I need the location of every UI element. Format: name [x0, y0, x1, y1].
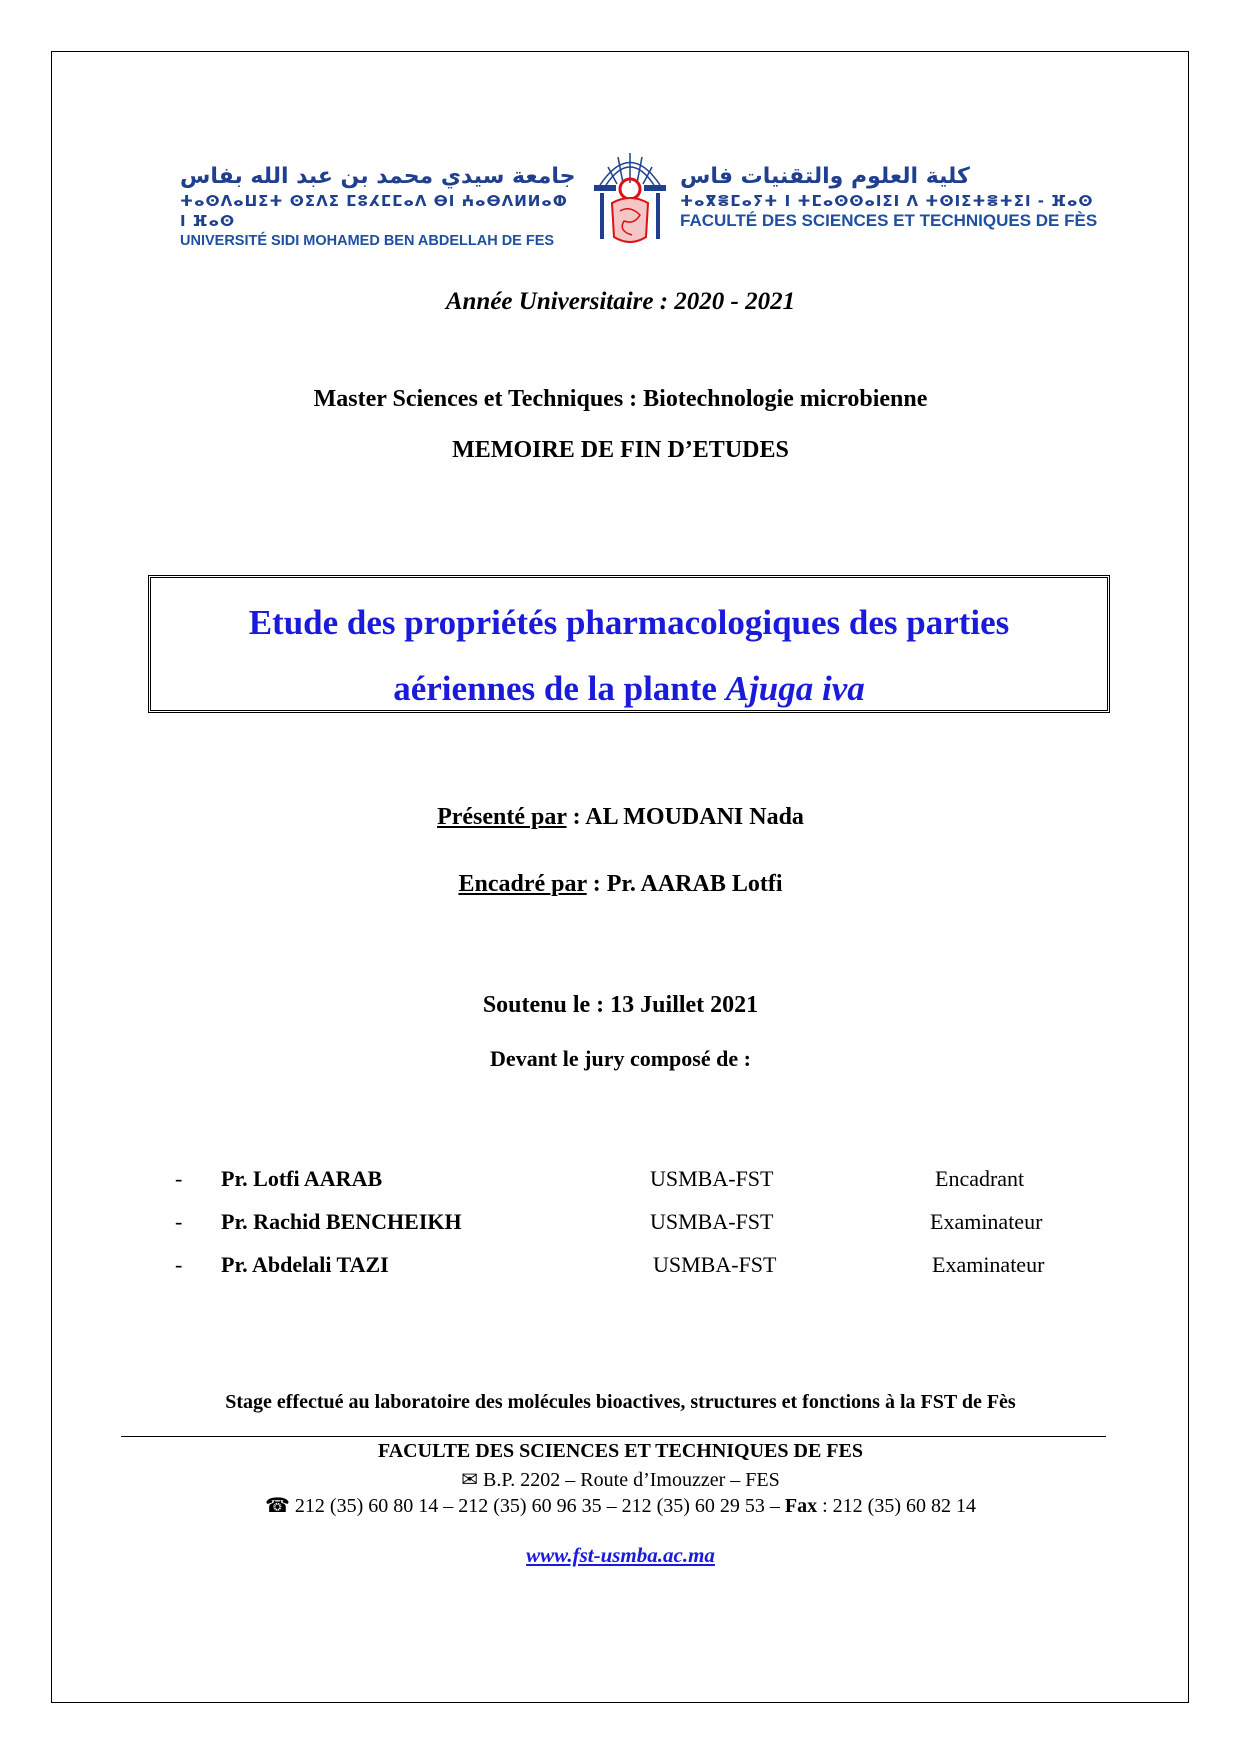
- thesis-title-line-1: Etude des propriétés pharmacologiques des parties: [248, 603, 1010, 642]
- faculty-name-tifinagh: ⵜⴰⴳⴻⵎⴰⵢⵜ ⵏ ⵜⵎⴰⵙⵙⴰⵏⵉⵏ ⴷ ⵜⵙⵏⵉⵜⴻⵜⵉⵏ - ⴼⴰⵙ: [680, 192, 1094, 210]
- phone-numbers: 212 (35) 60 80 14 – 212 (35) 60 96 35 – 212 (35) 60 29 53 –: [294, 1495, 785, 1517]
- jury-member-name: Pr. Rachid BENCHEIKH: [221, 1209, 462, 1234]
- jury-member-name: Pr. Lotfi AARAB: [221, 1166, 383, 1191]
- footer-phones: [0, 1493, 1241, 1518]
- defense-date: Soutenu le : 13 Juillet 2021: [482, 992, 759, 1018]
- university-name-arabic: جامعة سيدي محمد بن عبد الله بفاس: [180, 164, 576, 189]
- program-title: Master Sciences et Techniques : Biotechnologie microbienne: [313, 386, 928, 412]
- jury-row: [175, 1252, 1095, 1282]
- jury-member-institution: USMBA-FST: [650, 1209, 774, 1234]
- jury-row: [175, 1166, 1095, 1196]
- jury-intro: Devant le jury composé de :: [490, 1046, 751, 1071]
- jury-member-role: Examinateur: [930, 1209, 1043, 1234]
- list-bullet: -: [175, 1209, 183, 1234]
- jury-member-institution: USMBA-FST: [653, 1252, 777, 1277]
- jury-row: [175, 1209, 1095, 1239]
- author-name: AL MOUDANI Nada: [585, 804, 804, 830]
- faculty-logo: [680, 163, 1100, 231]
- supervisor-name: Pr. AARAB Lotfi: [606, 871, 783, 897]
- website-link[interactable]: www.fst-usmba.ac.ma: [526, 1543, 715, 1567]
- university-name-latin: UNIVERSITÉ SIDI MOHAMED BEN ABDELLAH DE FES: [180, 233, 555, 249]
- jury-member-institution: USMBA-FST: [650, 1166, 774, 1191]
- faculty-name-arabic: كلية العلوم والتقنيات فاس: [680, 164, 970, 189]
- fax-number: : 212 (35) 60 82 14: [817, 1495, 976, 1517]
- presented-by-separator: :: [566, 804, 586, 830]
- university-logo: [180, 163, 580, 251]
- plant-species-name: Ajuga iva: [725, 669, 865, 708]
- thesis-title-line-2-text: aériennes de la plante: [393, 669, 726, 708]
- footer-website: [0, 1543, 1241, 1568]
- presented-by: [0, 804, 1241, 831]
- internship-note: Stage effectué au laboratoire des molécules bioactives, structures et fonctions à la FST de Fès: [225, 1391, 1016, 1413]
- document-type: MEMOIRE DE FIN D’ETUDES: [452, 437, 789, 463]
- supervised-by-label: Encadré par: [458, 871, 587, 897]
- faculty-name-latin: FACULTÉ DES SCIENCES ET TECHNIQUES DE FÈS: [680, 211, 1098, 230]
- list-bullet: -: [175, 1252, 183, 1277]
- footer-address: [0, 1467, 1241, 1492]
- thesis-title-box: [148, 575, 1110, 713]
- fax-label: Fax: [784, 1495, 818, 1517]
- jury-member-name: Pr. Abdelali TAZI: [221, 1252, 389, 1277]
- address-text: B.P. 2202 – Route d’Imouzzer – FES: [483, 1469, 780, 1491]
- list-bullet: -: [175, 1166, 183, 1191]
- footer-faculty-name: FACULTE DES SCIENCES ET TECHNIQUES DE FES: [378, 1440, 863, 1462]
- phone-icon: ☎: [265, 1495, 290, 1517]
- jury-member-role: Encadrant: [935, 1166, 1025, 1191]
- supervised-by: [0, 871, 1241, 898]
- academic-year: Année Universitaire : 2020 - 2021: [445, 288, 796, 315]
- university-name-tifinagh: ⵜⴰⵙⴷⴰⵡⵉⵜ ⵙⵉⴷⵉ ⵎⵓⵃⵎⵎⴰⴷ ⴱⵏ ⵄⴰⴱⴷⵍⵍⴰⵀ ⵏ ⴼⴰⵙ: [180, 192, 568, 230]
- thesis-title-line-2: [151, 656, 1107, 722]
- presented-by-label: Présenté par: [437, 804, 567, 830]
- university-crest-icon: [590, 145, 670, 247]
- mail-icon: ✉: [461, 1469, 479, 1491]
- footer-divider: [121, 1436, 1106, 1437]
- supervised-by-separator: :: [586, 871, 607, 897]
- jury-member-role: Examinateur: [932, 1252, 1045, 1277]
